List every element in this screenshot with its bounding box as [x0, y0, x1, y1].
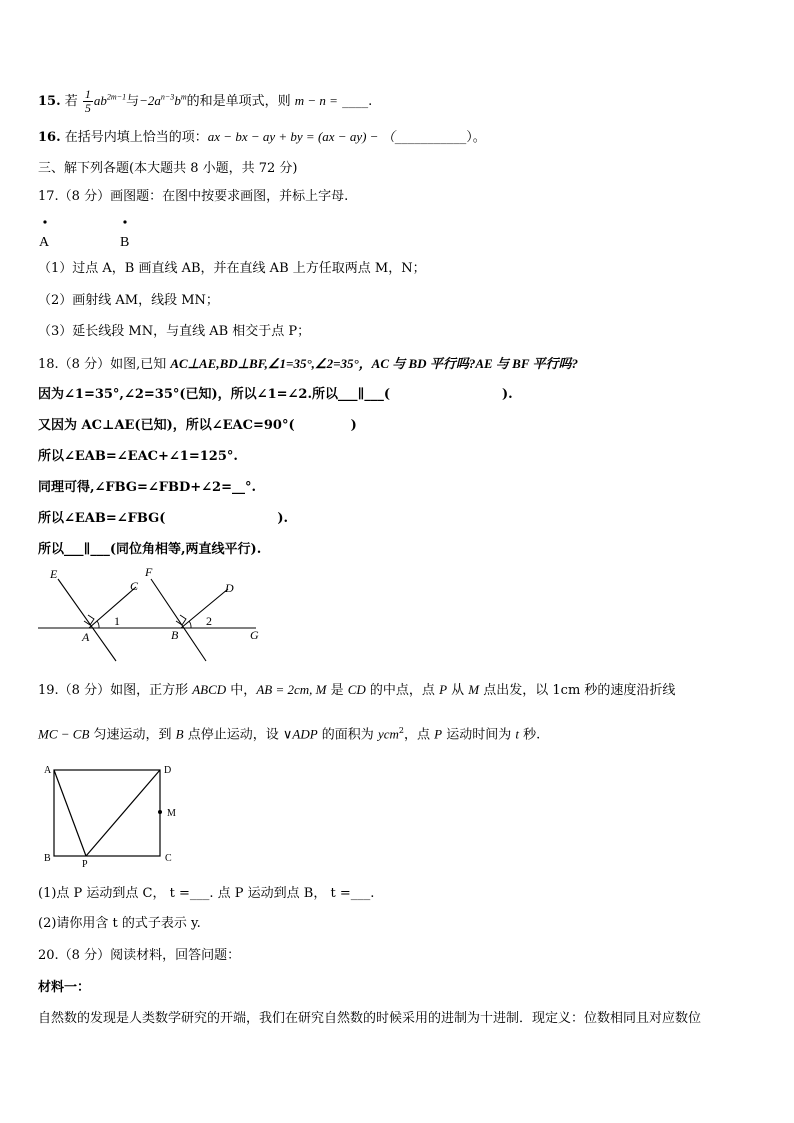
q15-fraction	[83, 88, 93, 115]
q18-label-g: G	[250, 628, 259, 642]
q19-l1c: 中，	[226, 683, 257, 698]
q18-line-3: 所以∠EAB=∠EAC+∠1=125°.	[38, 449, 238, 464]
q17-point-b-dot	[123, 220, 126, 223]
q15-term1-exp: 2m−1	[106, 92, 127, 102]
q18-line-6: 所以___∥___(同位角相等,两直线平行).	[38, 542, 262, 557]
q19-l1f: CD	[347, 682, 366, 697]
q18-line-1	[38, 386, 513, 404]
q19-square-figure	[38, 760, 198, 872]
q15-term2-b: b	[174, 93, 181, 108]
q18-l5: 所以∠EAB=∠FBG(	[38, 511, 166, 526]
q15-number: 15.	[38, 94, 61, 109]
q18-l2: 又因为 AC⊥AE(已知)，所以∠EAC=90°(	[38, 418, 295, 433]
q20-text: 自然数的发现是人类数学研究的开端，我们在研究自然数的时候采用的进制为十进制．现定义：位数相同且对应数位	[38, 1011, 702, 1026]
question-16	[38, 128, 486, 147]
q17-item-1: （1）过点 A，B 画直线 AB，并在直线 AB 上方任取两点 M，N；	[38, 261, 426, 276]
q19-point-m	[158, 810, 162, 814]
q19-l1g: 的中点，点	[365, 683, 440, 698]
question-18-heading	[38, 355, 578, 374]
q18-label-f: F	[145, 565, 153, 579]
q19-l2e: ADP	[292, 726, 318, 742]
q16-number: 16.	[38, 130, 61, 145]
question-19-line-2	[38, 722, 540, 744]
q19-l2j: 运动时间为	[442, 727, 516, 743]
q15-frac-num: 1	[84, 87, 91, 101]
q19-l2c: B	[175, 726, 184, 742]
q19-segment-ap	[54, 770, 86, 856]
q19-l2b: 匀速运动，到	[89, 727, 176, 743]
q15-end: .	[368, 94, 373, 109]
q18-l1-end: ).	[502, 387, 513, 402]
question-17-heading: 17.（8 分）画图题：在图中按要求画图，并标上字母.	[38, 189, 349, 204]
q15-blank[interactable]: ____	[342, 94, 369, 109]
q19-l1b: ABCD	[192, 682, 227, 697]
q18-label-a: A	[82, 630, 90, 644]
q20-material-label: 材料一：	[38, 980, 91, 995]
q19-l1h: P	[439, 682, 448, 697]
q18-head-a: 18.（8 分）如图,已知	[38, 357, 171, 372]
q15-frac-den: 5	[84, 101, 91, 115]
q18-angle-2-arc	[189, 621, 191, 628]
q19-l2d: 点停止运动，设 ∨	[183, 727, 293, 743]
q17-points-figure	[34, 214, 154, 250]
q19-label-p: P	[82, 859, 88, 870]
q15-post: 的和是单项式，则	[186, 94, 291, 109]
q19-l2l: 秒.	[518, 727, 541, 743]
section-3-heading: 三、解下列各题(本大题共 8 小题，共 72 分)	[38, 161, 298, 176]
q16-end: ）。	[466, 130, 486, 145]
q19-l2-sup: 2	[398, 726, 404, 735]
q18-label-2: 2	[206, 614, 212, 628]
q19-l2h: ，点	[403, 727, 435, 743]
q18-label-1: 1	[114, 614, 120, 628]
q15-term1: ab	[93, 93, 107, 108]
q18-line-5	[38, 510, 288, 528]
q18-l5-end: ).	[277, 511, 289, 526]
q16-pre: 在括号内填上恰当的项：	[64, 130, 208, 145]
q18-line-2	[38, 417, 357, 435]
question-20-heading: 20.（8 分）阅读材料，回答问题：	[38, 948, 241, 963]
question-15	[38, 88, 372, 115]
q18-line-bd	[181, 589, 228, 628]
q19-subquestion-2: (2)请你用含 t 的式子表示 y.	[38, 916, 201, 931]
q19-l2g: ycm	[377, 726, 399, 742]
q18-label-d: D	[225, 581, 234, 595]
q18-line-fb	[151, 579, 206, 661]
q19-l2f: 的面积为	[317, 727, 378, 743]
q19-l1j: M	[468, 682, 480, 697]
q15-pre: 若	[64, 94, 78, 109]
q19-l1d: AB = 2cm, M	[256, 682, 327, 697]
q16-blank[interactable]: ___________	[394, 130, 467, 145]
q15-term2-exp-b: m	[180, 92, 187, 102]
q19-subquestion-1: (1)点 P 运动到点 C， t =___. 点 P 运动到点 B， t =___.	[38, 886, 375, 901]
q19-l1e: 是	[326, 683, 348, 698]
q19-label-c: C	[165, 853, 172, 864]
q19-l1a: 19.（8 分）如图，正方形	[38, 683, 193, 698]
q17-point-a-dot	[43, 220, 46, 223]
q19-segment-dp	[86, 770, 160, 856]
q18-head-b: AC⊥AE,BD⊥BF,∠1=35°,∠2=35°，AC 与 BD 平行吗?AE 与 BF 平行吗?	[170, 356, 579, 371]
q19-l2a: MC − CB	[38, 726, 90, 742]
q15-mid: 与	[126, 94, 140, 109]
q18-angle-1-arc	[97, 621, 99, 628]
q19-l1k: 点出发，以 1cm 秒的速度沿折线	[479, 683, 676, 698]
q19-label-d: D	[164, 765, 172, 776]
q17-item-3: （3）延长线段 MN，与直线 AB 相交于点 P；	[38, 324, 311, 339]
q18-l1: 因为∠1=35°,∠2=35°(已知)，所以∠1=∠2.所以___∥___(	[38, 387, 390, 402]
q15-term2-exp-a: n−3	[160, 92, 175, 102]
q19-l1i: 从	[447, 683, 469, 698]
q18-line-ea	[58, 579, 116, 661]
question-19-line-1	[38, 681, 675, 700]
q16-expr: ax − bx − ay + by = (ax − ay) − （	[207, 129, 395, 144]
q18-figure	[36, 565, 276, 665]
q18-line-ac	[89, 587, 136, 628]
q18-line-4: 同理可得,∠FBG=∠FBD+∠2=__°.	[38, 480, 257, 495]
q15-expr: m − n =	[294, 93, 338, 108]
q19-label-m: M	[167, 808, 176, 819]
q18-label-e: E	[50, 567, 58, 581]
q19-l2k: t	[515, 726, 519, 742]
q18-label-b: B	[171, 628, 179, 642]
q19-label-b: B	[44, 853, 51, 864]
q19-l2i: P	[434, 726, 443, 742]
q17-item-2: （2）画射线 AM，线段 MN；	[38, 293, 219, 308]
q17-point-a-label: A	[39, 235, 50, 250]
q18-l2-end: )	[350, 418, 357, 433]
q18-label-c: C	[130, 579, 139, 593]
q17-point-b-label: B	[120, 235, 130, 250]
q19-label-a: A	[44, 765, 52, 776]
q15-term2: −2a	[139, 93, 161, 108]
